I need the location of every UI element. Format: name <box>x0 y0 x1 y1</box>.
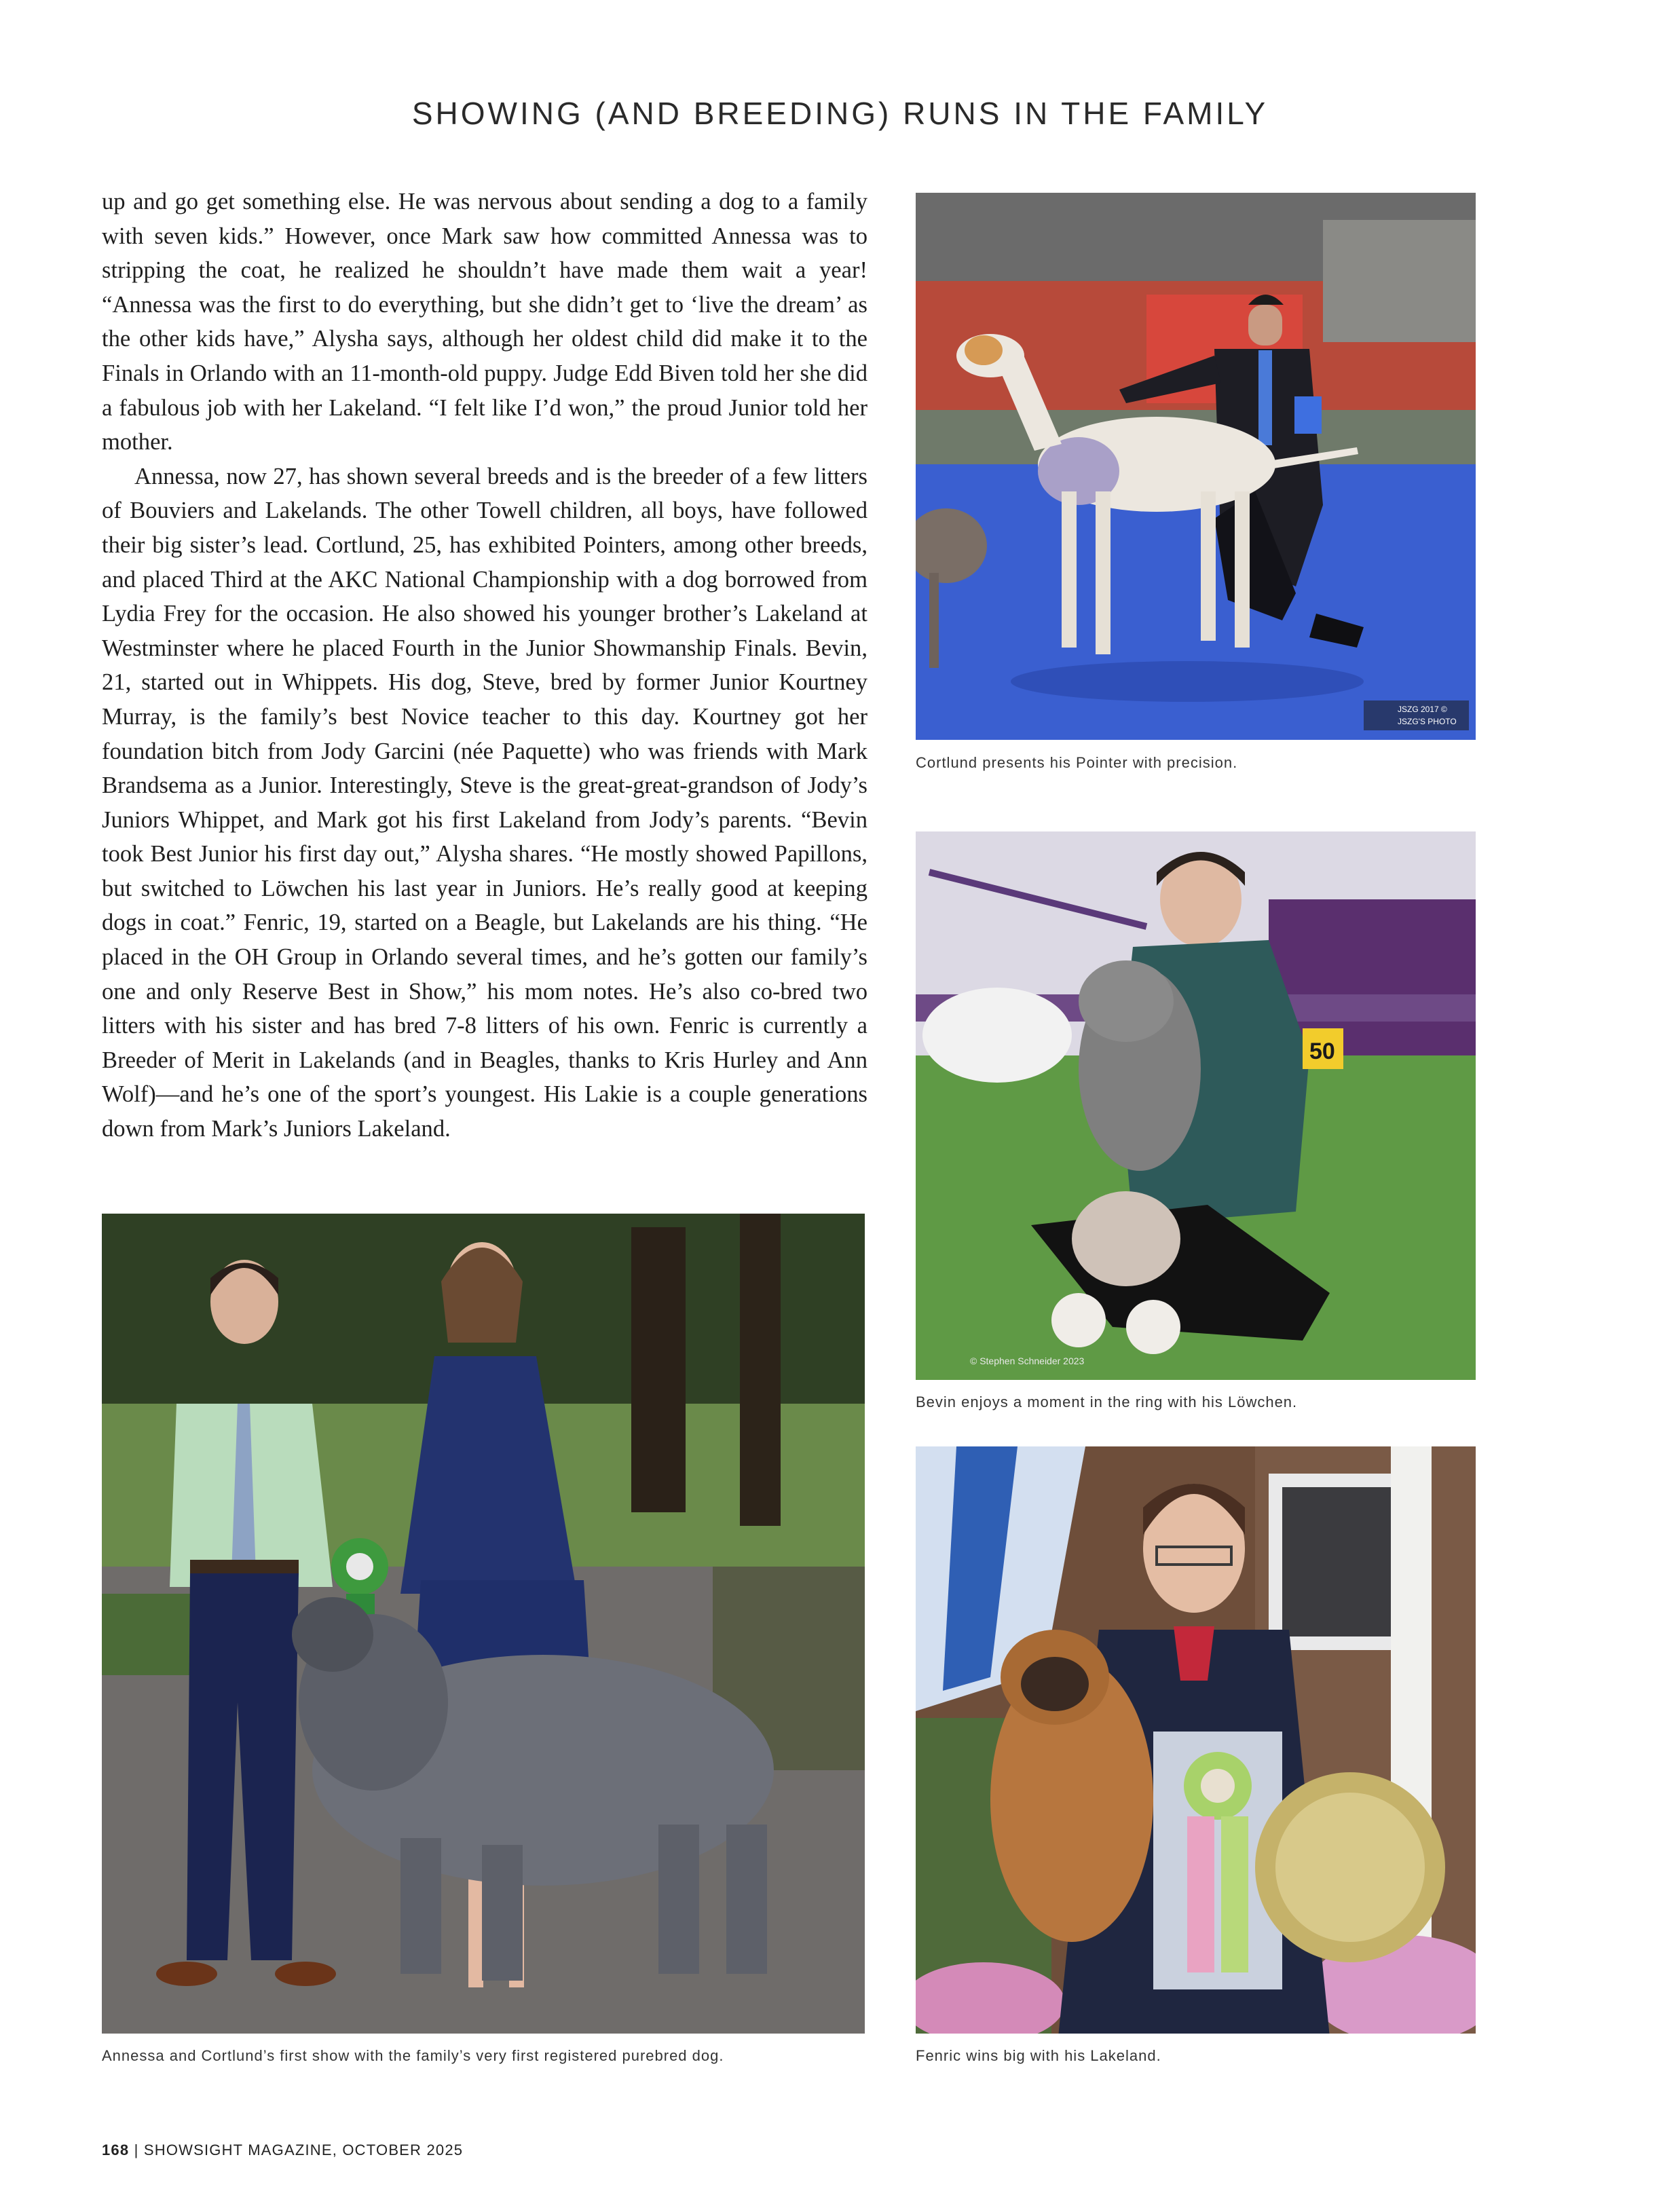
caption-fenric: Fenric wins big with his Lakeland. <box>916 2047 1161 2064</box>
photo-annessa-cortlund <box>102 1214 865 2034</box>
footer-separator: | <box>134 2141 139 2158</box>
page-footer <box>102 2141 463 2159</box>
photo-fenric-lakeland <box>916 1446 1476 2034</box>
page-number: 168 <box>102 2141 130 2158</box>
caption-cortlund: Cortlund presents his Pointer with precision. <box>916 754 1238 771</box>
photo-credit: © Stephen Schneider 2023 <box>970 1355 1085 1366</box>
photo-bevin-lowchen <box>916 831 1476 1380</box>
article-body <box>102 185 867 1146</box>
article-paragraph: up and go get something else. He was nervous about sending a dog to a family with seven kids.” However, once Mark saw how committed Annessa was to stripping the coat, he realized he shouldn’t have made them wait a year! “Annessa was the first to do everything, but she didn’t get to ‘live the dream’ as the other kids have,” Alysha says, although her oldest child did make it to the Finals in Orlando with an 11-month-old puppy. Judge Edd Biven told her she did a fabulous job with her Lakeland. “I felt like I’d won,” the proud Junior told her mother. <box>102 189 867 455</box>
caption-bevin: Bevin enjoys a moment in the ring with his Löwchen. <box>916 1393 1298 1410</box>
photo-credit-line-2: JSZG'S PHOTO <box>1398 717 1457 726</box>
photo-credit-line-1: JSZG 2017 © <box>1398 705 1447 714</box>
article-paragraph: Annessa, now 27, has shown several breeds and is the breeder of a few litters of Bouviers and Lakelands. The other Towell children, all boys, have followed their big sister’s lead. Cortlund, 25, has exhibited Pointers, among other breeds, and placed Third at the AKC National Championship with a dog borrowed from Lydia Frey for the occasion. He also showed his younger brother’s Lakeland at Westminster where he placed Fourth in the Junior Showmanship Finals. Bevin, 21, started out in Whippets. His dog, Steve, bred by former Junior Kourtney Murray, is the family’s best Novice teacher to this day. Kourtney got her foundation bitch from Jody Garcini (née Paquette) who was friends with Mark Brandsema as a Junior. Interestingly, Steve is the great-great-grandson of Jody’s Juniors Whippet, and Mark got his first Lakeland from Jody’s parents. “Bevin took Best Junior his first day out,” Alysha shares. “He mostly showed Papillons, but switched to Löwchen his last year in Juniors. He’s really good at keeping dogs in coat.” Fenric, 19, started on a Beagle, but Lakelands are his thing. “He placed in the OH Group in Orlando several times, and he’s gotten our family’s one and only Reserve Best in Show,” his mom notes. He’s also co-bred two litters with his sister and has bred 7-8 litters of his own. Fenric is currently a Breeder of Merit in Lakelands (and in Beagles, thanks to Kris Hurley and Ann Wolf)—and he’s one of the sport’s youngest. His Lakie is a couple generations down from Mark’s Juniors Lakeland. <box>102 463 867 1142</box>
page-header-title: SHOWING (AND BREEDING) RUNS IN THE FAMILY <box>411 96 1269 131</box>
armband-number: 50 <box>1309 1039 1335 1064</box>
photo-cortlund-pointer <box>916 193 1476 740</box>
caption-annessa: Annessa and Cortlund’s first show with the family’s very first registered purebred dog. <box>102 2047 724 2064</box>
publication-name: SHOWSIGHT MAGAZINE, OCTOBER 2025 <box>143 2141 464 2158</box>
